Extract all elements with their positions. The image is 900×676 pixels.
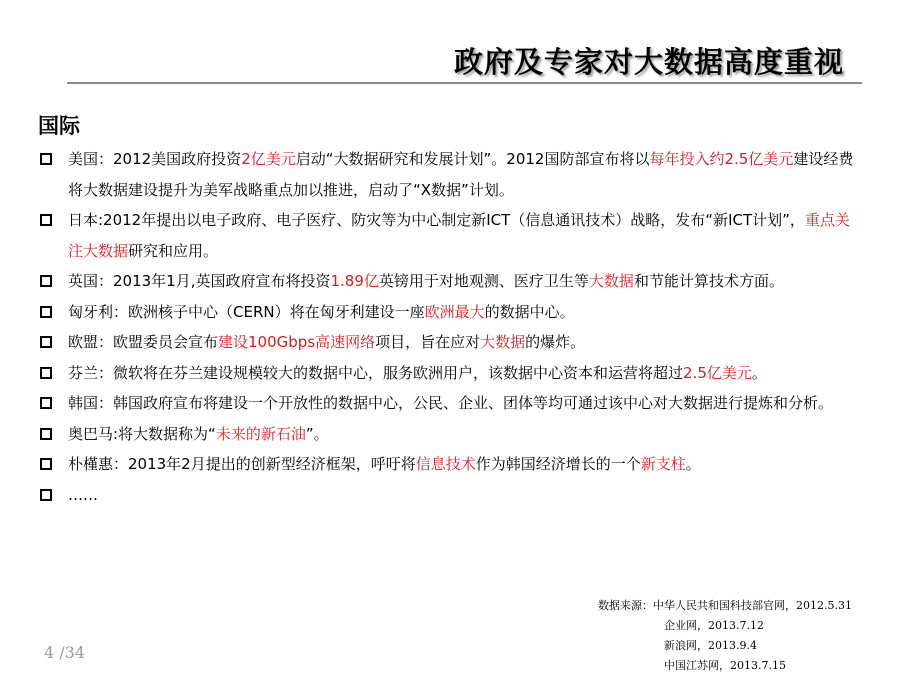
item-text: 的爆炸。 [525, 333, 586, 351]
source-line: 企业网，2013.7.12 [664, 619, 764, 632]
square-bullet-icon [40, 306, 52, 318]
list-item [38, 327, 858, 358]
item-text: 。 [751, 363, 767, 382]
square-bullet-icon [40, 336, 52, 348]
item-text: 芬兰：微软将在芬兰建设规模较大的数据中心，服务欧洲用户，该数据中心资本和运营将超过 [68, 363, 684, 382]
highlighted-text: 大数据 [588, 272, 634, 290]
item-text: 作为韩国经济增长的一个 [475, 455, 641, 473]
title-divider [67, 82, 862, 84]
item-text: 奥巴马:将大数据称为“ [68, 424, 216, 443]
item-text: 启动“大数据研究和发展计划”。2012国防部宣布将以 [295, 150, 650, 168]
item-text: ”。 [305, 424, 329, 443]
square-bullet-icon [40, 367, 52, 379]
highlighted-text: 信息技术 [415, 455, 476, 473]
list-item [38, 205, 858, 266]
list-item [38, 388, 858, 419]
list-item [38, 266, 858, 297]
slide-title: 政府及专家对大数据高度重视 [453, 45, 844, 79]
item-text: 。 [685, 455, 701, 473]
highlighted-text: 每年投入约2.5亿美元 [649, 150, 794, 168]
source-label: 数据来源： [598, 599, 653, 612]
square-bullet-icon [40, 214, 52, 226]
item-text: …… [68, 485, 98, 504]
source-line: 中国江苏网，2013.7.15 [664, 659, 786, 672]
item-text: 欧盟：欧盟委员会宣布 [68, 333, 219, 351]
bullet-list [38, 144, 858, 510]
highlighted-text: 2亿美元 [241, 150, 296, 168]
highlighted-text: 大数据 [480, 333, 526, 351]
highlighted-text: 未来的新石油 [215, 424, 306, 443]
list-item [38, 449, 858, 480]
highlighted-text: 重点关注大数据 [68, 211, 850, 260]
square-bullet-icon [40, 153, 52, 165]
square-bullet-icon [40, 458, 52, 470]
square-bullet-icon [40, 489, 52, 501]
highlighted-text: 1.89亿 [330, 272, 379, 290]
square-bullet-icon [40, 428, 52, 440]
item-text: 朴槿惠：2013年2月提出的创新型经济框架，呼吁将 [68, 455, 416, 473]
list-item [38, 144, 858, 205]
source-note [598, 596, 852, 676]
source-line: 数据来源：中华人民共和国科技部官网，2012.5.31 [598, 599, 852, 612]
list-item [38, 358, 858, 389]
highlighted-text: 2.5亿美元 [683, 363, 752, 382]
item-text: 和节能计算技术方面。 [633, 272, 784, 290]
item-text: 韩国：韩国政府宣布将建设一个开放性的数据中心，公民、企业、团体等均可通过该中心对大数据进行提炼和分析。 [68, 394, 834, 412]
item-text: 日本:2012年提出以电子政府、电子医疗、防灾等为中心制定新ICT（信息通讯技术）战略，发布“新ICT计划”， [68, 211, 805, 229]
item-text: 建设经费将大数据建设提升为美军战略重点加以推进，启动了“X数据”计划。 [68, 150, 854, 199]
item-text: 英镑用于对地观测、医疗卫生等 [378, 272, 589, 290]
square-bullet-icon [40, 397, 52, 409]
page-number: 4 /34 [44, 643, 86, 662]
list-item [38, 297, 858, 328]
item-text: 美国：2012美国政府投资 [68, 150, 242, 168]
highlighted-text: 欧洲最大 [424, 302, 485, 321]
list-item [38, 419, 858, 450]
item-text: 英国：2013年1月,英国政府宣布将投资 [68, 272, 331, 290]
item-text: 研究和应用。 [128, 241, 219, 260]
square-bullet-icon [40, 275, 52, 287]
item-text: 的数据中心。 [484, 302, 575, 321]
highlighted-text: 建设100Gbps高速网络 [218, 333, 376, 351]
highlighted-text: 新支柱 [640, 455, 686, 473]
item-text: 匈牙利：欧洲核子中心（CERN）将在匈牙利建设一座 [68, 302, 425, 321]
source-line: 新浪网，2013.9.4 [664, 639, 757, 652]
list-item [38, 480, 858, 511]
section-heading: 国际 [38, 114, 80, 138]
item-text: 项目，旨在应对 [375, 333, 481, 351]
